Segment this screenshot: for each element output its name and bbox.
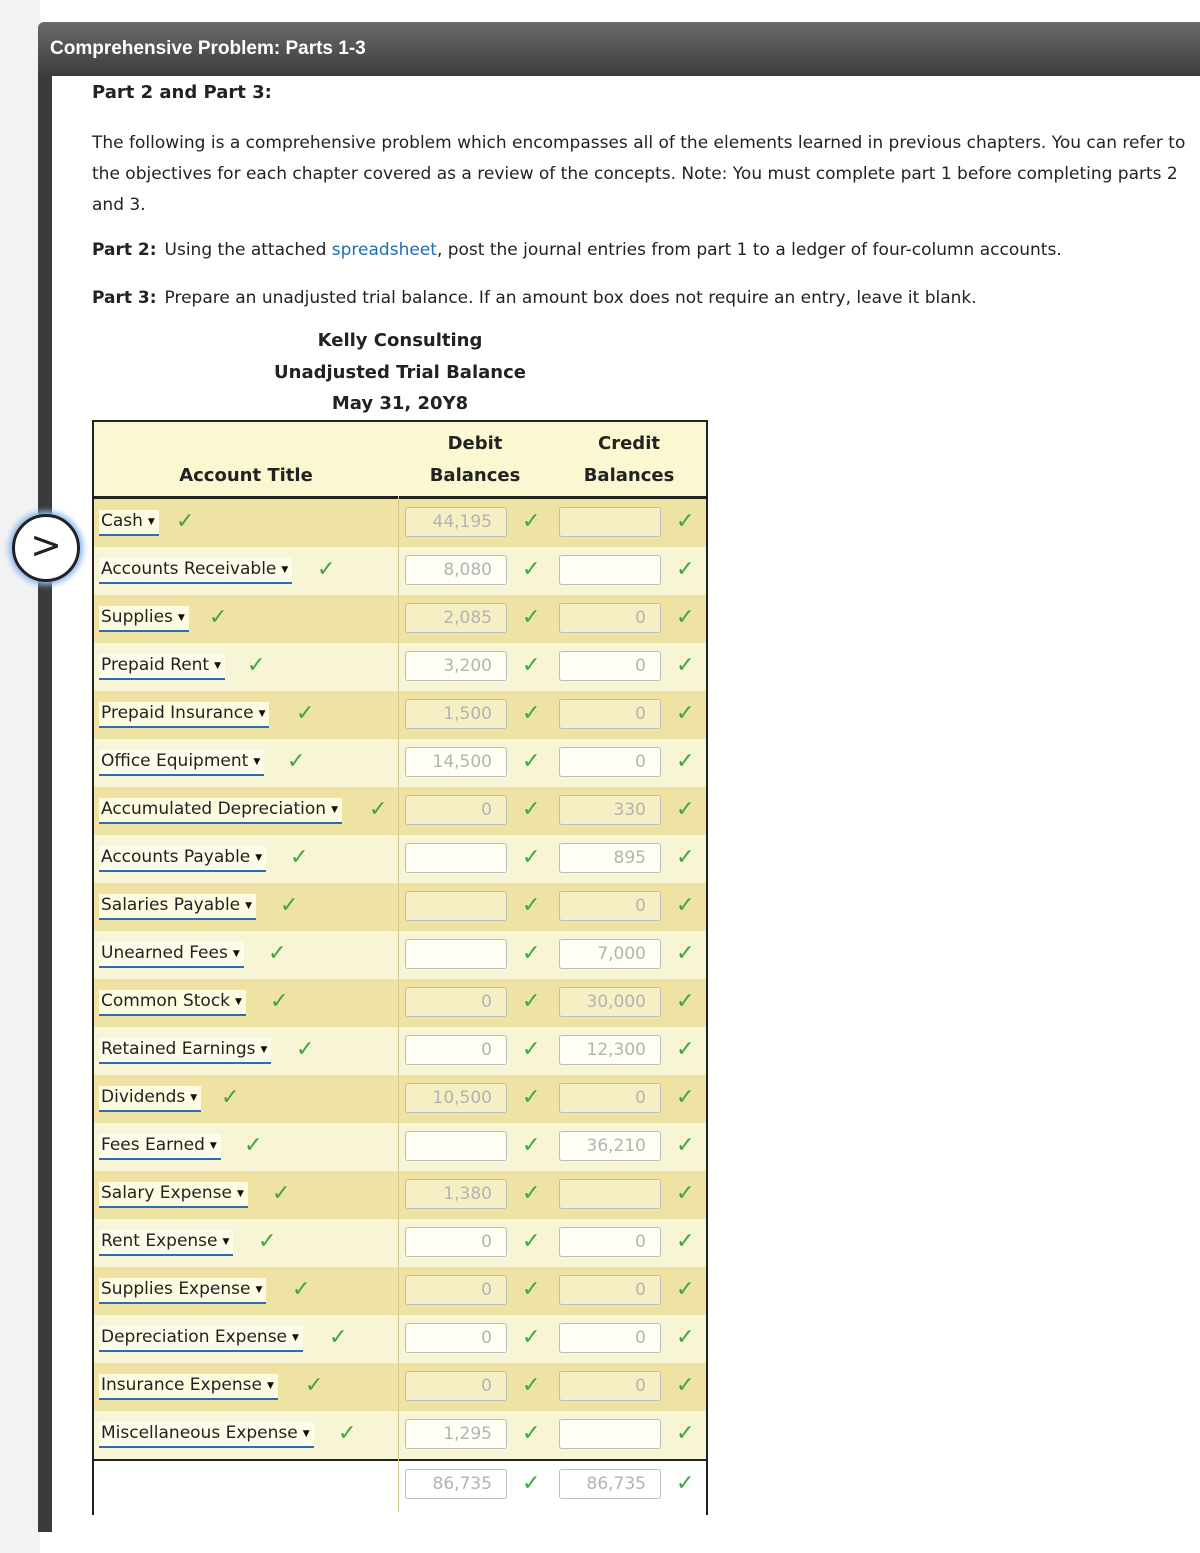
debit-amount-input[interactable]: 0 — [405, 795, 507, 825]
dropdown-arrow-icon: ▼ — [209, 1141, 217, 1151]
part2-label: Part 2: — [92, 240, 157, 260]
debit-correct-check-icon: ✓ — [522, 893, 541, 918]
dropdown-arrow-icon: ▼ — [255, 1285, 263, 1295]
credit-correct-check-icon: ✓ — [676, 893, 695, 918]
debit-correct-check-icon: ✓ — [522, 1085, 541, 1110]
credit-amount-input[interactable]: 895 — [559, 843, 661, 873]
account-select[interactable] — [99, 1134, 221, 1160]
credit-correct-check-icon: ✓ — [676, 749, 695, 774]
problem-title: Comprehensive Problem: Parts 1-3 — [50, 38, 366, 59]
account-select-label: Miscellaneous Expense — [101, 1423, 298, 1443]
credit-amount-input[interactable]: 0 — [559, 1083, 661, 1113]
account-select-label: Salaries Payable — [101, 895, 241, 915]
dropdown-arrow-icon: ▼ — [147, 517, 155, 527]
dropdown-arrow-icon: ▼ — [255, 853, 263, 863]
account-select[interactable] — [99, 1230, 233, 1256]
dropdown-arrow-icon: ▼ — [236, 1189, 244, 1199]
credit-amount-input[interactable]: 0 — [559, 891, 661, 921]
debit-amount-input[interactable]: 0 — [405, 987, 507, 1017]
credit-total-check-icon: ✓ — [676, 1471, 695, 1496]
credit-correct-check-icon: ✓ — [676, 1133, 695, 1158]
debit-amount-input[interactable]: 8,080 — [405, 555, 507, 585]
statement-title: Unadjusted Trial Balance — [274, 362, 526, 383]
credit-amount-input[interactable]: 0 — [559, 699, 661, 729]
debit-amount-input[interactable]: 0 — [405, 1227, 507, 1257]
table-row — [94, 1075, 706, 1123]
totals-row — [94, 1459, 706, 1515]
account-select[interactable] — [99, 1374, 278, 1400]
table-row — [94, 547, 706, 595]
account-select-label: Retained Earnings — [101, 1039, 256, 1059]
dropdown-arrow-icon: ▼ — [214, 661, 222, 671]
account-correct-check-icon: ✓ — [244, 1133, 263, 1158]
debit-correct-check-icon: ✓ — [522, 845, 541, 870]
table-row — [94, 691, 706, 739]
credit-correct-check-icon: ✓ — [676, 1085, 695, 1110]
debit-amount-input[interactable] — [405, 843, 507, 873]
debit-amount-input[interactable]: 0 — [405, 1323, 507, 1353]
account-select[interactable] — [99, 894, 256, 920]
account-correct-check-icon: ✓ — [317, 557, 336, 582]
credit-amount-input[interactable]: 0 — [559, 1275, 661, 1305]
credit-correct-check-icon: ✓ — [676, 653, 695, 678]
debit-correct-check-icon: ✓ — [522, 1133, 541, 1158]
trial-balance-table — [92, 420, 708, 1515]
credit-balances-header: Balances — [583, 465, 675, 486]
debit-correct-check-icon: ✓ — [522, 1325, 541, 1350]
table-row — [94, 1363, 706, 1411]
credit-correct-check-icon: ✓ — [676, 1037, 695, 1062]
debit-correct-check-icon: ✓ — [522, 509, 541, 534]
table-header — [94, 422, 706, 499]
debit-balances-header: Balances — [429, 465, 521, 486]
table-row — [94, 979, 706, 1027]
debit-amount-input[interactable] — [405, 1131, 507, 1161]
account-select-label: Accumulated Depreciation — [101, 799, 327, 819]
table-row — [94, 595, 706, 643]
dropdown-arrow-icon: ▼ — [177, 613, 185, 623]
debit-correct-check-icon: ✓ — [522, 653, 541, 678]
account-select[interactable] — [99, 1086, 201, 1112]
dropdown-arrow-icon: ▼ — [302, 1429, 310, 1439]
credit-amount-input[interactable]: 30,000 — [559, 987, 661, 1017]
account-select-label: Accounts Receivable — [101, 559, 277, 579]
debit-correct-check-icon: ✓ — [522, 1181, 541, 1206]
account-select-label: Supplies — [101, 607, 173, 627]
account-title-header: Account Title — [179, 465, 313, 486]
spreadsheet-link[interactable]: spreadsheet — [331, 240, 437, 260]
account-correct-check-icon: ✓ — [296, 1037, 315, 1062]
part3-text: Prepare an unadjusted trial balance. If an amount box does not require an entry, leave it blank. — [164, 288, 977, 308]
debit-correct-check-icon: ✓ — [522, 605, 541, 630]
table-row — [94, 883, 706, 931]
account-select-label: Salary Expense — [101, 1183, 232, 1203]
dropdown-arrow-icon: ▼ — [222, 1237, 230, 1247]
debit-header: Debit — [447, 433, 503, 454]
account-select[interactable] — [99, 1182, 248, 1208]
dropdown-arrow-icon: ▼ — [232, 949, 240, 959]
account-correct-check-icon: ✓ — [292, 1277, 311, 1302]
credit-amount-input[interactable]: 0 — [559, 1323, 661, 1353]
table-row — [94, 787, 706, 835]
account-select[interactable] — [99, 798, 342, 824]
dropdown-arrow-icon: ▼ — [260, 1045, 268, 1055]
debit-amount-input[interactable] — [405, 891, 507, 921]
dropdown-arrow-icon: ▼ — [292, 1333, 299, 1343]
credit-correct-check-icon: ✓ — [676, 989, 695, 1014]
credit-total-input[interactable]: 86,735 — [559, 1469, 661, 1499]
left-gutter — [0, 0, 40, 1553]
debit-correct-check-icon: ✓ — [522, 749, 541, 774]
debit-correct-check-icon: ✓ — [522, 557, 541, 582]
account-correct-check-icon: ✓ — [209, 605, 228, 630]
problem-header — [38, 22, 1200, 76]
credit-correct-check-icon: ✓ — [676, 1325, 695, 1350]
intro-paragraph: The following is a comprehensive problem which encompasses all of the elements learned in previous chapters. You can refer to the objectives for each chapter covered as a review of the concepts. Note: You must complete part 1 before completing parts 2 and 3. — [92, 133, 1186, 215]
account-select[interactable] — [99, 606, 189, 632]
account-correct-check-icon: ✓ — [176, 509, 195, 534]
account-correct-check-icon: ✓ — [287, 749, 306, 774]
dropdown-arrow-icon: ▼ — [258, 709, 266, 719]
account-select-label: Rent Expense — [101, 1231, 218, 1251]
part-heading: Part 2 and Part 3: — [92, 82, 272, 103]
account-select[interactable] — [99, 1038, 271, 1064]
debit-correct-check-icon: ✓ — [522, 701, 541, 726]
account-select[interactable] — [99, 1326, 303, 1352]
account-correct-check-icon: ✓ — [221, 1085, 240, 1110]
table-row — [94, 931, 706, 979]
company-name: Kelly Consulting — [317, 330, 483, 351]
account-select[interactable] — [99, 510, 159, 536]
credit-amount-input[interactable]: 0 — [559, 603, 661, 633]
debit-amount-input[interactable]: 10,500 — [405, 1083, 507, 1113]
credit-correct-check-icon: ✓ — [676, 1421, 695, 1446]
dropdown-arrow-icon: ▼ — [281, 565, 289, 575]
account-correct-check-icon: ✓ — [290, 845, 309, 870]
credit-correct-check-icon: ✓ — [676, 941, 695, 966]
account-select[interactable] — [99, 654, 225, 680]
debit-correct-check-icon: ✓ — [522, 1277, 541, 1302]
debit-correct-check-icon: ✓ — [522, 989, 541, 1014]
table-row — [94, 643, 706, 691]
debit-correct-check-icon: ✓ — [522, 797, 541, 822]
account-select-label: Prepaid Insurance — [101, 703, 254, 723]
debit-amount-input[interactable]: 1,380 — [405, 1179, 507, 1209]
credit-amount-input[interactable] — [559, 555, 661, 585]
account-select-label: Depreciation Expense — [101, 1327, 288, 1347]
part3-label: Part 3: — [92, 288, 157, 308]
account-select-label: Unearned Fees — [101, 943, 228, 963]
account-select-label: Office Equipment — [101, 751, 249, 771]
account-correct-check-icon: ✓ — [272, 1181, 291, 1206]
account-select-label: Cash — [101, 511, 143, 531]
account-select[interactable] — [99, 702, 269, 728]
debit-amount-input[interactable]: 44,195 — [405, 507, 507, 537]
credit-amount-input[interactable]: 0 — [559, 1227, 661, 1257]
debit-total-input[interactable]: 86,735 — [405, 1469, 507, 1499]
table-row — [94, 1171, 706, 1219]
debit-amount-input[interactable]: 0 — [405, 1035, 507, 1065]
part2-text-before: Using the attached — [164, 240, 332, 260]
credit-header: Credit — [598, 433, 660, 454]
account-correct-check-icon: ✓ — [369, 797, 388, 822]
account-correct-check-icon: ✓ — [270, 989, 289, 1014]
debit-amount-input[interactable]: 0 — [405, 1275, 507, 1305]
next-arrow-button[interactable]: > — [12, 514, 80, 582]
account-correct-check-icon: ✓ — [338, 1421, 357, 1446]
credit-amount-input[interactable] — [559, 1419, 661, 1449]
debit-amount-input[interactable]: 14,500 — [405, 747, 507, 777]
table-row — [94, 1219, 706, 1267]
dropdown-arrow-icon: ▼ — [235, 997, 242, 1007]
debit-correct-check-icon: ✓ — [522, 1373, 541, 1398]
credit-amount-input[interactable]: 0 — [559, 1371, 661, 1401]
credit-correct-check-icon: ✓ — [676, 845, 695, 870]
credit-amount-input[interactable]: 0 — [559, 747, 661, 777]
account-select-label: Insurance Expense — [101, 1375, 262, 1395]
account-correct-check-icon: ✓ — [280, 893, 299, 918]
dropdown-arrow-icon: ▼ — [266, 1381, 274, 1391]
account-select-label: Supplies Expense — [101, 1279, 251, 1299]
table-row — [94, 1315, 706, 1363]
credit-amount-input[interactable]: 330 — [559, 795, 661, 825]
table-row — [94, 1411, 706, 1459]
account-select[interactable] — [99, 750, 264, 776]
dropdown-arrow-icon: ▼ — [245, 901, 253, 911]
account-select-label: Fees Earned — [101, 1135, 205, 1155]
credit-amount-input[interactable]: 36,210 — [559, 1131, 661, 1161]
dropdown-arrow-icon: ▼ — [331, 805, 338, 815]
table-row — [94, 1123, 706, 1171]
credit-correct-check-icon: ✓ — [676, 701, 695, 726]
credit-correct-check-icon: ✓ — [676, 797, 695, 822]
account-select-label: Dividends — [101, 1087, 186, 1107]
credit-amount-input[interactable] — [559, 1179, 661, 1209]
debit-amount-input[interactable]: 2,085 — [405, 603, 507, 633]
dropdown-arrow-icon: ▼ — [190, 1093, 198, 1103]
account-correct-check-icon: ✓ — [268, 941, 287, 966]
part3-instruction — [92, 288, 977, 308]
account-correct-check-icon: ✓ — [329, 1325, 348, 1350]
table-row — [94, 1027, 706, 1075]
credit-correct-check-icon: ✓ — [676, 605, 695, 630]
debit-total-check-icon: ✓ — [522, 1471, 541, 1496]
account-correct-check-icon: ✓ — [247, 653, 266, 678]
account-select[interactable] — [99, 942, 244, 968]
debit-correct-check-icon: ✓ — [522, 1421, 541, 1446]
account-select[interactable] — [99, 846, 266, 872]
part2-instruction — [92, 240, 1062, 260]
credit-amount-input[interactable] — [559, 507, 661, 537]
dropdown-arrow-icon: ▼ — [253, 757, 261, 767]
credit-amount-input[interactable]: 12,300 — [559, 1035, 661, 1065]
table-row — [94, 835, 706, 883]
account-correct-check-icon: ✓ — [305, 1373, 324, 1398]
credit-correct-check-icon: ✓ — [676, 509, 695, 534]
debit-amount-input[interactable]: 1,295 — [405, 1419, 507, 1449]
debit-amount-input[interactable]: 3,200 — [405, 651, 507, 681]
debit-correct-check-icon: ✓ — [522, 1037, 541, 1062]
debit-amount-input[interactable]: 1,500 — [405, 699, 507, 729]
credit-amount-input[interactable]: 0 — [559, 651, 661, 681]
credit-correct-check-icon: ✓ — [676, 1181, 695, 1206]
credit-correct-check-icon: ✓ — [676, 1229, 695, 1254]
table-row — [94, 739, 706, 787]
debit-amount-input[interactable] — [405, 939, 507, 969]
account-correct-check-icon: ✓ — [258, 1229, 277, 1254]
account-select[interactable] — [99, 1422, 314, 1448]
account-select[interactable] — [99, 558, 292, 584]
credit-correct-check-icon: ✓ — [676, 1373, 695, 1398]
credit-correct-check-icon: ✓ — [676, 1277, 695, 1302]
account-select[interactable] — [99, 990, 246, 1016]
account-select-label: Accounts Payable — [101, 847, 251, 867]
debit-amount-input[interactable]: 0 — [405, 1371, 507, 1401]
left-border-bar — [38, 76, 52, 1532]
debit-correct-check-icon: ✓ — [522, 1229, 541, 1254]
debit-correct-check-icon: ✓ — [522, 941, 541, 966]
column-divider — [398, 496, 399, 1512]
credit-amount-input[interactable]: 7,000 — [559, 939, 661, 969]
account-select-label: Common Stock — [101, 991, 231, 1011]
part2-text-after: , post the journal entries from part 1 to a ledger of four-column accounts. — [436, 240, 1062, 260]
account-select-label: Prepaid Rent — [101, 655, 210, 675]
statement-date: May 31, 20Y8 — [331, 393, 469, 414]
table-row — [94, 499, 706, 547]
account-correct-check-icon: ✓ — [296, 701, 315, 726]
account-select[interactable] — [99, 1278, 266, 1304]
table-row — [94, 1267, 706, 1315]
credit-correct-check-icon: ✓ — [676, 557, 695, 582]
